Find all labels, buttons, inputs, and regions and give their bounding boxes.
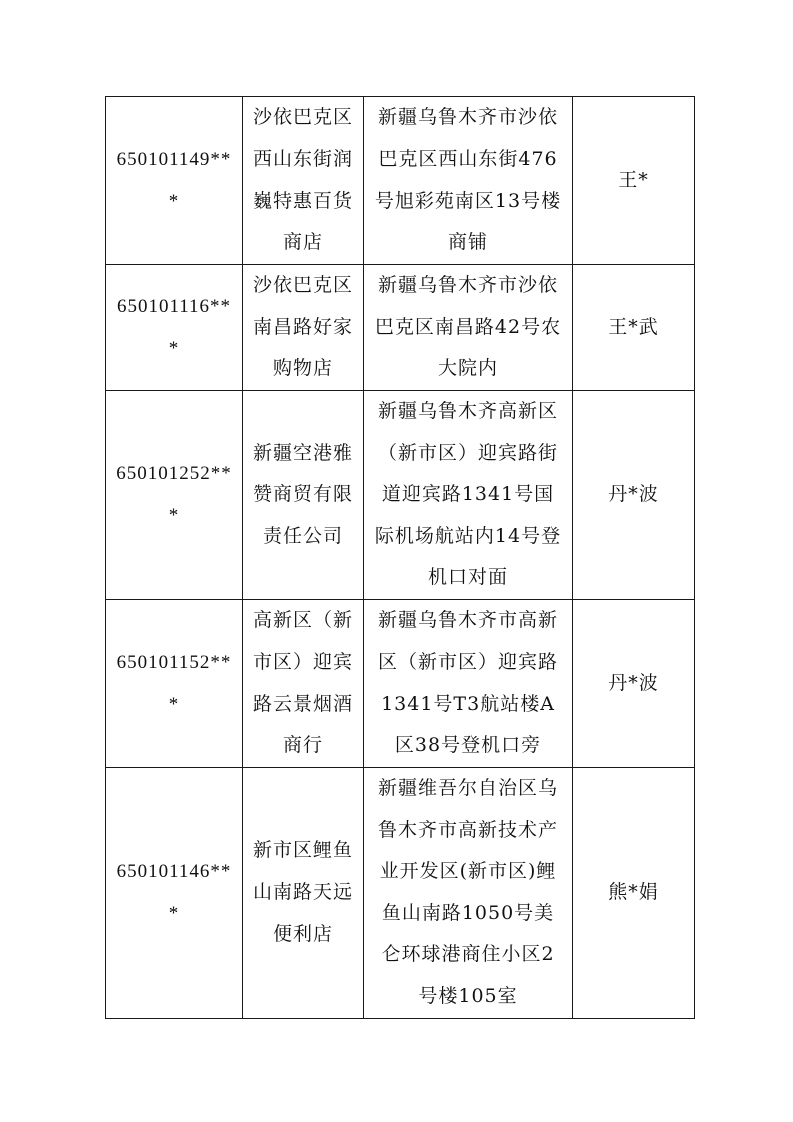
address-cell: 新疆乌鲁木齐市高新区（新市区）迎宾路1341号T3航站楼A区38号登机口旁 (364, 600, 573, 768)
records-table (105, 96, 695, 1019)
person-cell: 丹*波 (573, 600, 695, 768)
license-id-cell: 650101152*** (106, 600, 243, 768)
person-cell: 丹*波 (573, 391, 695, 600)
store-name-cell: 高新区（新市区）迎宾路云景烟酒商行 (243, 600, 364, 768)
person-cell: 王*武 (573, 265, 695, 391)
store-name-cell: 新市区鲤鱼山南路天远便利店 (243, 768, 364, 1019)
store-name-cell: 新疆空港雅赞商贸有限责任公司 (243, 391, 364, 600)
table-row (106, 391, 695, 600)
store-name-cell: 沙依巴克区西山东街润巍特惠百货商店 (243, 97, 364, 265)
address-cell: 新疆乌鲁木齐高新区（新市区）迎宾路街道迎宾路1341号国际机场航站内14号登机口对面 (364, 391, 573, 600)
table-row (106, 97, 695, 265)
address-cell: 新疆乌鲁木齐市沙依巴克区南昌路42号农大院内 (364, 265, 573, 391)
table-row (106, 768, 695, 1019)
table-row (106, 265, 695, 391)
license-id-cell: 650101149*** (106, 97, 243, 265)
table-row (106, 600, 695, 768)
person-cell: 熊*娟 (573, 768, 695, 1019)
address-cell: 新疆乌鲁木齐市沙依巴克区西山东街476号旭彩苑南区13号楼商铺 (364, 97, 573, 265)
store-name-cell: 沙依巴克区南昌路好家购物店 (243, 265, 364, 391)
license-id-cell: 650101116*** (106, 265, 243, 391)
license-id-cell: 650101252*** (106, 391, 243, 600)
address-cell: 新疆维吾尔自治区乌鲁木齐市高新技术产业开发区(新市区)鲤鱼山南路1050号美仑环球港商住小区2号楼105室 (364, 768, 573, 1019)
license-id-cell: 650101146*** (106, 768, 243, 1019)
person-cell: 王* (573, 97, 695, 265)
